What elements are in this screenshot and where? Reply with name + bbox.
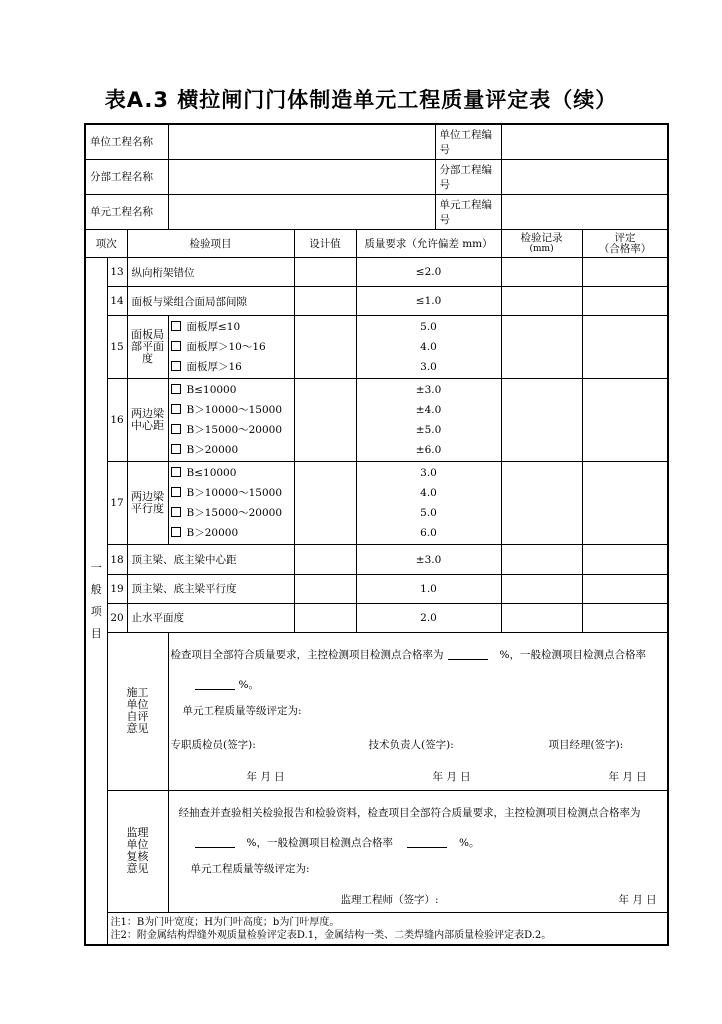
item-name: 止水平面度 — [127, 603, 294, 632]
notes — [107, 913, 668, 945]
eval-cell[interactable] — [582, 378, 668, 461]
general-items-label: 一 般 项 目 — [85, 258, 107, 945]
design-value-cell[interactable] — [294, 574, 356, 603]
table-row — [85, 258, 668, 287]
item-name: 面板与梁组合面局部间隙 — [127, 287, 294, 316]
col-record — [501, 229, 582, 257]
sub-item-options — [168, 378, 294, 461]
unit-project-no-label: 单位工程编号 — [435, 124, 501, 159]
table-row — [85, 316, 668, 378]
item-no: 16 — [107, 378, 127, 461]
item-group-label: 两边梁 中心距 — [127, 378, 168, 461]
item-group-label: 两边梁 平行度 — [127, 462, 168, 545]
eval-cell[interactable] — [582, 545, 668, 574]
item-name: 纵向桁架错位 — [127, 258, 294, 287]
record-cell[interactable] — [501, 316, 582, 378]
self-eval-line1: 检查项目全部符合质量要求，主控检测项目检测点合格率为 %，一般检测项目检测点合格率 — [170, 648, 646, 661]
supervisor-row — [85, 790, 668, 913]
item-no: 18 — [107, 545, 127, 574]
design-value-cell[interactable] — [294, 462, 356, 545]
quality-req: ≤2.0 — [356, 258, 501, 287]
col-record-line1: 检验记录 — [520, 231, 563, 244]
quality-req: ≤1.0 — [356, 287, 501, 316]
eval-cell[interactable] — [582, 462, 668, 545]
supervisor-grade: 单元工程质量等级评定为: — [190, 862, 310, 875]
sub-project-name-value[interactable] — [168, 159, 435, 194]
quality-req: 3.0 4.0 5.0 6.0 — [356, 462, 501, 545]
general-pass-rate-blank[interactable] — [195, 677, 235, 690]
pm-date: 年 月 日 — [608, 770, 647, 783]
supervisor-label: 监理 单位 复核 意见 — [107, 790, 168, 913]
checkbox-icon[interactable] — [171, 487, 181, 497]
engineer-signature[interactable]: 监理工程师（签字）: — [340, 893, 439, 906]
element-project-no-value[interactable] — [501, 194, 668, 229]
checkbox-icon[interactable] — [171, 527, 181, 537]
col-eval-line1: 评定 — [614, 231, 636, 244]
quality-req: 1.0 — [356, 574, 501, 603]
eval-cell[interactable] — [582, 258, 668, 287]
sub-item-options — [168, 462, 294, 545]
design-value-cell[interactable] — [294, 316, 356, 378]
inspector-signature[interactable]: 专职质检员(签字): — [170, 738, 256, 751]
table-row — [85, 378, 668, 461]
eval-cell[interactable] — [582, 574, 668, 603]
sub-item-option[interactable]: B＞10000～15000 — [171, 400, 292, 420]
quality-req: ±3.0 ±4.0 ±5.0 ±6.0 — [356, 378, 501, 461]
design-value-cell[interactable] — [294, 378, 356, 461]
page-title: 表A.3 横拉闸门门体制造单元工程质量评定表（续） — [104, 88, 618, 112]
design-value-cell[interactable] — [294, 603, 356, 632]
sub-item-option[interactable]: 面板厚＞16 — [171, 357, 292, 377]
supervisor-line1: 经抽查并查验相关检验报告和检验资料，检查项目全部符合质量要求，主控检测项目检测点合格率为 — [178, 806, 641, 819]
table-row — [85, 545, 668, 574]
design-value-cell[interactable] — [294, 258, 356, 287]
sub-project-no-value[interactable] — [501, 159, 668, 194]
sub-item-option[interactable]: B≤10000 — [171, 463, 292, 483]
sub-item-option[interactable]: 面板厚＞10～16 — [171, 337, 292, 357]
checkbox-icon[interactable] — [171, 361, 181, 371]
quality-assessment-table — [84, 123, 669, 946]
checkbox-icon[interactable] — [171, 321, 181, 331]
col-eval — [582, 229, 668, 257]
checkbox-icon[interactable] — [171, 444, 181, 454]
col-item-no: 项次 — [85, 229, 127, 257]
record-cell[interactable] — [501, 574, 582, 603]
sup-general-pass-rate-blank[interactable] — [407, 835, 447, 848]
sub-item-options — [168, 316, 294, 378]
sub-item-option[interactable]: B＞10000～15000 — [171, 483, 292, 503]
self-eval-line2: %。 — [191, 677, 259, 692]
self-eval-content — [168, 632, 668, 790]
table-row — [85, 462, 668, 545]
item-no: 14 — [107, 287, 127, 316]
sup-main-pass-rate-blank[interactable] — [195, 835, 235, 848]
supervisor-content — [168, 790, 668, 913]
eval-cell[interactable] — [582, 316, 668, 378]
self-eval-grade: 单元工程质量等级评定为: — [182, 704, 302, 717]
supervisor-line2: %，一般检测项目检测点合格率 %。 — [191, 835, 480, 850]
tech-lead-date: 年 月 日 — [432, 770, 471, 783]
sub-item-option[interactable]: B＞20000 — [171, 440, 292, 460]
sub-item-option[interactable]: B＞15000～20000 — [171, 420, 292, 440]
record-cell[interactable] — [501, 258, 582, 287]
sub-project-name-label: 分部工程名称 — [85, 159, 168, 194]
self-eval-label: 施工 单位 自评 意见 — [107, 632, 168, 790]
element-project-no-label: 单元工程编号 — [435, 194, 501, 229]
record-cell[interactable] — [501, 545, 582, 574]
quality-req: ±3.0 — [356, 545, 501, 574]
item-group-label: 面板局 部平面 度 — [127, 316, 168, 378]
inspector-date: 年 月 日 — [246, 770, 285, 783]
item-no: 13 — [107, 258, 127, 287]
quality-req: 2.0 — [356, 603, 501, 632]
checkbox-icon[interactable] — [171, 341, 181, 351]
design-value-cell[interactable] — [294, 545, 356, 574]
checkbox-icon[interactable] — [171, 507, 181, 517]
element-project-name-value[interactable] — [168, 194, 435, 229]
table-row — [85, 603, 668, 632]
sub-project-no-label: 分部工程编号 — [435, 159, 501, 194]
unit-project-name-label: 单位工程名称 — [85, 124, 168, 159]
record-cell[interactable] — [501, 603, 582, 632]
item-name: 顶主梁、底主梁平行度 — [127, 574, 294, 603]
record-cell[interactable] — [501, 462, 582, 545]
note-1: 注1：B为门叶宽度；H为门叶高度；b为门叶厚度。 — [110, 916, 340, 928]
supervisor-date: 年 月 日 — [618, 893, 657, 906]
note-2: 注2：附金属结构焊缝外观质量检验评定表D.1，金属结构一类、二类焊缝内部质量检验评定表D.2。 — [110, 929, 552, 941]
col-eval-line2: （合格率） — [598, 242, 652, 255]
unit-project-name-value[interactable] — [168, 124, 435, 159]
checkbox-icon[interactable] — [171, 404, 181, 414]
tech-lead-signature[interactable]: 技术负责人(签字): — [368, 738, 454, 751]
item-no: 15 — [107, 316, 127, 378]
table-row — [85, 574, 668, 603]
design-value-cell[interactable] — [294, 287, 356, 316]
col-design-value: 设计值 — [294, 229, 356, 257]
eval-cell[interactable] — [582, 603, 668, 632]
sub-item-option[interactable]: B≤10000 — [171, 380, 292, 400]
element-project-name-label: 单元工程名称 — [85, 194, 168, 229]
col-quality-req: 质量要求（允许偏差 mm） — [356, 229, 501, 257]
item-no: 17 — [107, 462, 127, 545]
sub-item-option[interactable]: B＞15000～20000 — [171, 503, 292, 523]
self-eval-row — [85, 632, 668, 790]
unit-project-no-value[interactable] — [501, 124, 668, 159]
checkbox-icon[interactable] — [171, 384, 181, 394]
item-no: 19 — [107, 574, 127, 603]
main-pass-rate-blank[interactable] — [448, 647, 488, 660]
item-no: 20 — [107, 603, 127, 632]
sub-item-option[interactable]: 面板厚≤10 — [171, 317, 292, 337]
sub-item-option[interactable]: B＞20000 — [171, 523, 292, 543]
col-check-item: 检验项目 — [127, 229, 294, 257]
record-cell[interactable] — [501, 378, 582, 461]
quality-req: 5.0 4.0 3.0 — [356, 316, 501, 378]
checkbox-icon[interactable] — [171, 467, 181, 477]
record-cell[interactable] — [501, 287, 582, 316]
table-row — [85, 287, 668, 316]
pm-signature[interactable]: 项目经理(签字): — [548, 738, 624, 751]
eval-cell[interactable] — [582, 287, 668, 316]
item-name: 顶主梁、底主梁中心距 — [127, 545, 294, 574]
checkbox-icon[interactable] — [171, 424, 181, 434]
col-record-line2: (mm) — [529, 243, 554, 254]
